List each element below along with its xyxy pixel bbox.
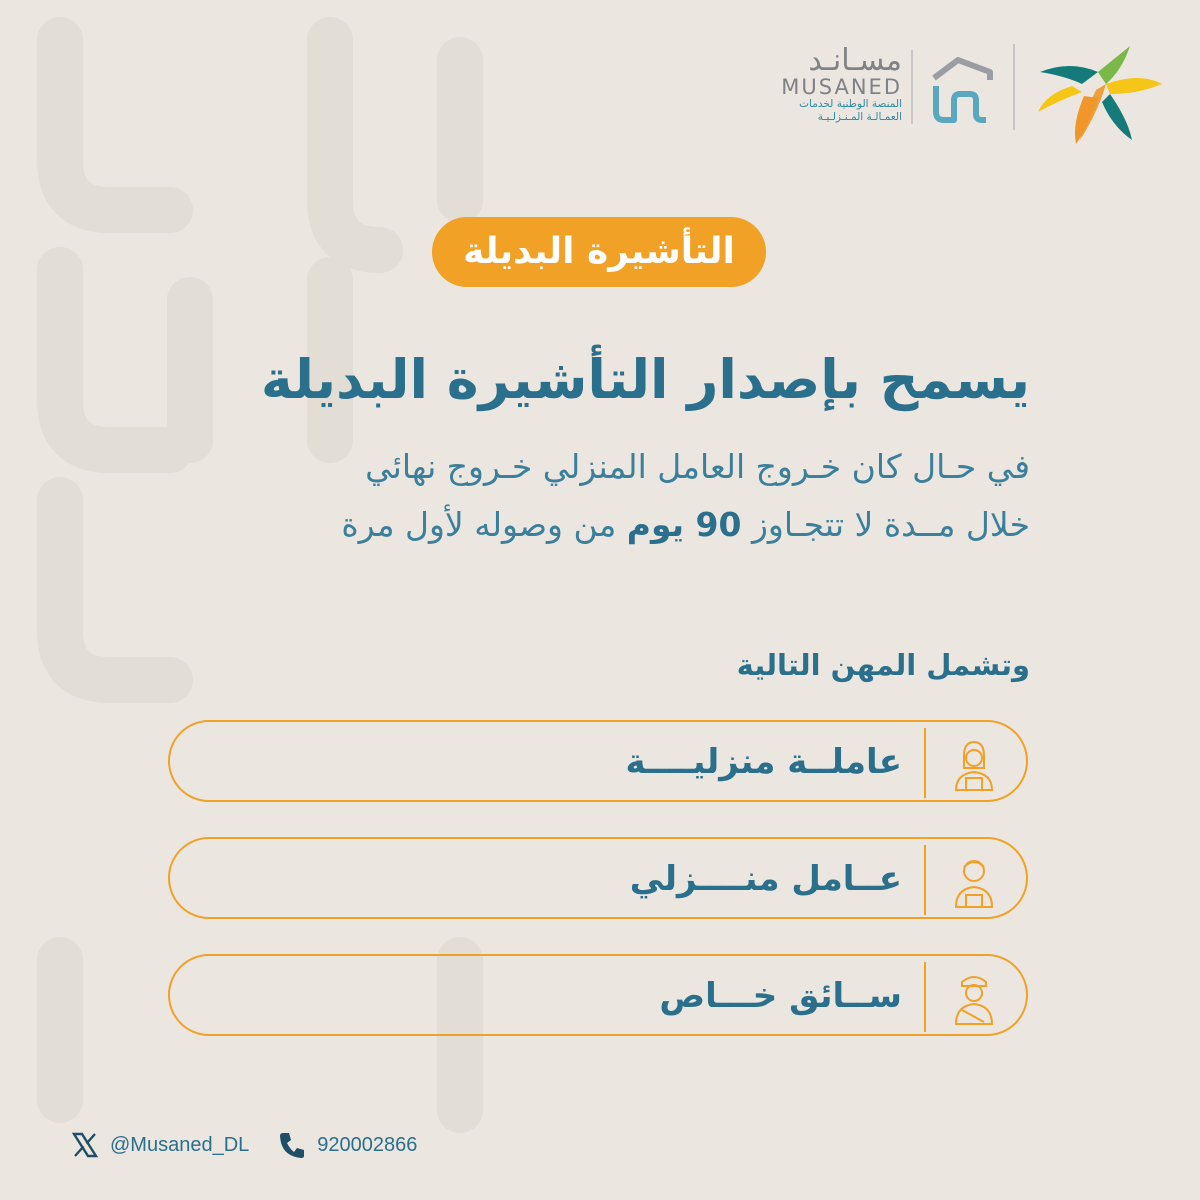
musaned-tagline-1: المنصة الوطنية لخدمات — [799, 98, 902, 110]
days-highlight: 90 يوم — [626, 505, 742, 544]
divider — [924, 728, 926, 798]
x-handle-link[interactable]: @Musaned_DL — [110, 1133, 250, 1156]
description-line-2-start: خلال مــدة لا تتجـاوز — [741, 505, 1030, 544]
female-worker-icon — [944, 734, 1004, 794]
phone-icon — [277, 1130, 307, 1160]
hrsd-ministry-logo-icon — [1010, 40, 1170, 145]
musaned-arabic-name: مسـانـد — [808, 43, 902, 78]
profession-item-private-driver — [168, 954, 1028, 1036]
description-line-2 — [130, 496, 1030, 554]
profession-label: ســائق خـــاص — [659, 976, 902, 1016]
musaned-english-name: MUSANED — [781, 75, 902, 99]
headline: يسمح بإصدار التأشيرة البديلة — [260, 348, 1030, 411]
driver-icon — [944, 968, 1004, 1028]
description — [130, 438, 1030, 554]
description-line-1: في حـال كان خـروج العامل المنزلي خـروج نهائي — [365, 447, 1030, 486]
phone-number[interactable]: 920002866 — [317, 1133, 418, 1156]
footer-contacts — [70, 1125, 417, 1165]
profession-item-male-domestic-worker — [168, 837, 1028, 919]
profession-item-female-domestic-worker — [168, 720, 1028, 802]
male-worker-icon — [944, 851, 1004, 911]
divider — [924, 962, 926, 1032]
profession-label: عــامل منــــزلي — [629, 859, 902, 899]
x-logo-icon[interactable] — [70, 1130, 100, 1160]
professions-heading: وتشمل المهن التالية — [736, 648, 1030, 682]
description-line-2-end: من وصوله لأول مرة — [341, 505, 627, 544]
musaned-wordmark — [762, 43, 902, 124]
profession-label: عاملــة منزليــــة — [625, 742, 902, 782]
musaned-logo-icon — [906, 42, 1006, 132]
title-badge: التأشيرة البديلة — [432, 217, 766, 287]
divider — [924, 845, 926, 915]
musaned-tagline-2: العمـالـة المـنـزلـيـة — [817, 111, 902, 123]
